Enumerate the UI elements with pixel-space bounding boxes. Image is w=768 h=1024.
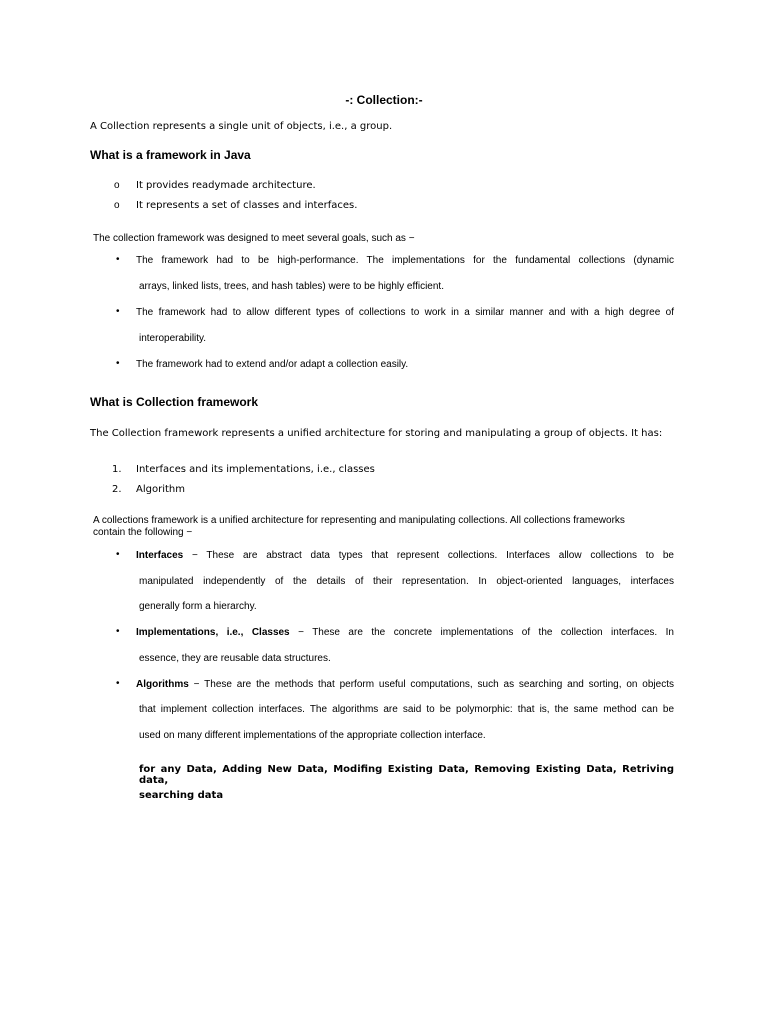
final-bold-line: searching data [139,790,224,801]
list-item: It provides readymade architecture. [136,180,316,191]
component-line: Algorithms − These are the methods that perform useful computations, such as searching and sorting, on objects [136,679,674,690]
goal-line: The framework had to allow different types of collections to work in a similar manner and with a high degree of [136,307,674,318]
component-name: Implementations, i.e., Classes [136,627,290,638]
bullet-dot: • [116,678,120,689]
final-bold-line: for any Data, Adding New Data, Modifing Existing Data, Removing Existing Data, Retriving data, [139,764,674,786]
bullet-marker: o [114,180,120,191]
bullet-dot: • [116,254,120,265]
bullet-dot: • [116,358,120,369]
list-number: 2. [112,484,122,495]
goals-intro: The collection framework was designed to meet several goals, such as − [93,233,415,244]
list-item: Interfaces and its implementations, i.e., classes [136,464,375,475]
list-item: It represents a set of classes and interfaces. [136,200,358,211]
component-line: used on many different implementations of the appropriate collection interface. [139,730,486,741]
component-line: manipulated independently of the details of their representation. In object-oriented languages, interfaces [139,576,674,587]
bullet-dot: • [116,306,120,317]
component-line: Interfaces − These are abstract data types that represent collections. Interfaces allow collections to be [136,550,674,561]
intro-text: A Collection represents a single unit of objects, i.e., a group. [90,121,393,132]
goal-line: The framework had to be high-performance. The implementations for the fundamental collections (dynamic [136,255,674,266]
goal-line: arrays, linked lists, trees, and hash tables) were to be highly efficient. [139,281,444,292]
cf-paragraph-line: A collections framework is a unified architecture for representing and manipulating collections. All collections frameworks [93,515,625,526]
component-name: Algorithms [136,679,189,690]
cf-paragraph-line: contain the following − [93,527,193,538]
list-number: 1. [112,464,122,475]
list-item: Algorithm [136,484,185,495]
page-title: -: Collection:- [345,93,423,107]
goal-line: interoperability. [139,333,207,344]
heading-collection-framework: What is Collection framework [90,395,259,409]
component-line: that implement collection interfaces. The algorithms are said to be polymorphic: that is, the same method can be [139,704,674,715]
component-line: generally form a hierarchy. [139,601,257,612]
component-name: Interfaces [136,550,184,561]
bullet-dot: • [116,626,120,637]
cf-intro: The Collection framework represents a unified architecture for storing and manipulating a group of objects. It has: [90,428,663,439]
goal-line: The framework had to extend and/or adapt a collection easily. [136,359,409,370]
bullet-dot: • [116,549,120,560]
component-line: Implementations, i.e., Classes − These are the concrete implementations of the collection interfaces. In [136,627,674,638]
heading-framework-java: What is a framework in Java [90,148,251,162]
bullet-marker: o [114,200,120,211]
component-line: essence, they are reusable data structures. [139,653,331,664]
